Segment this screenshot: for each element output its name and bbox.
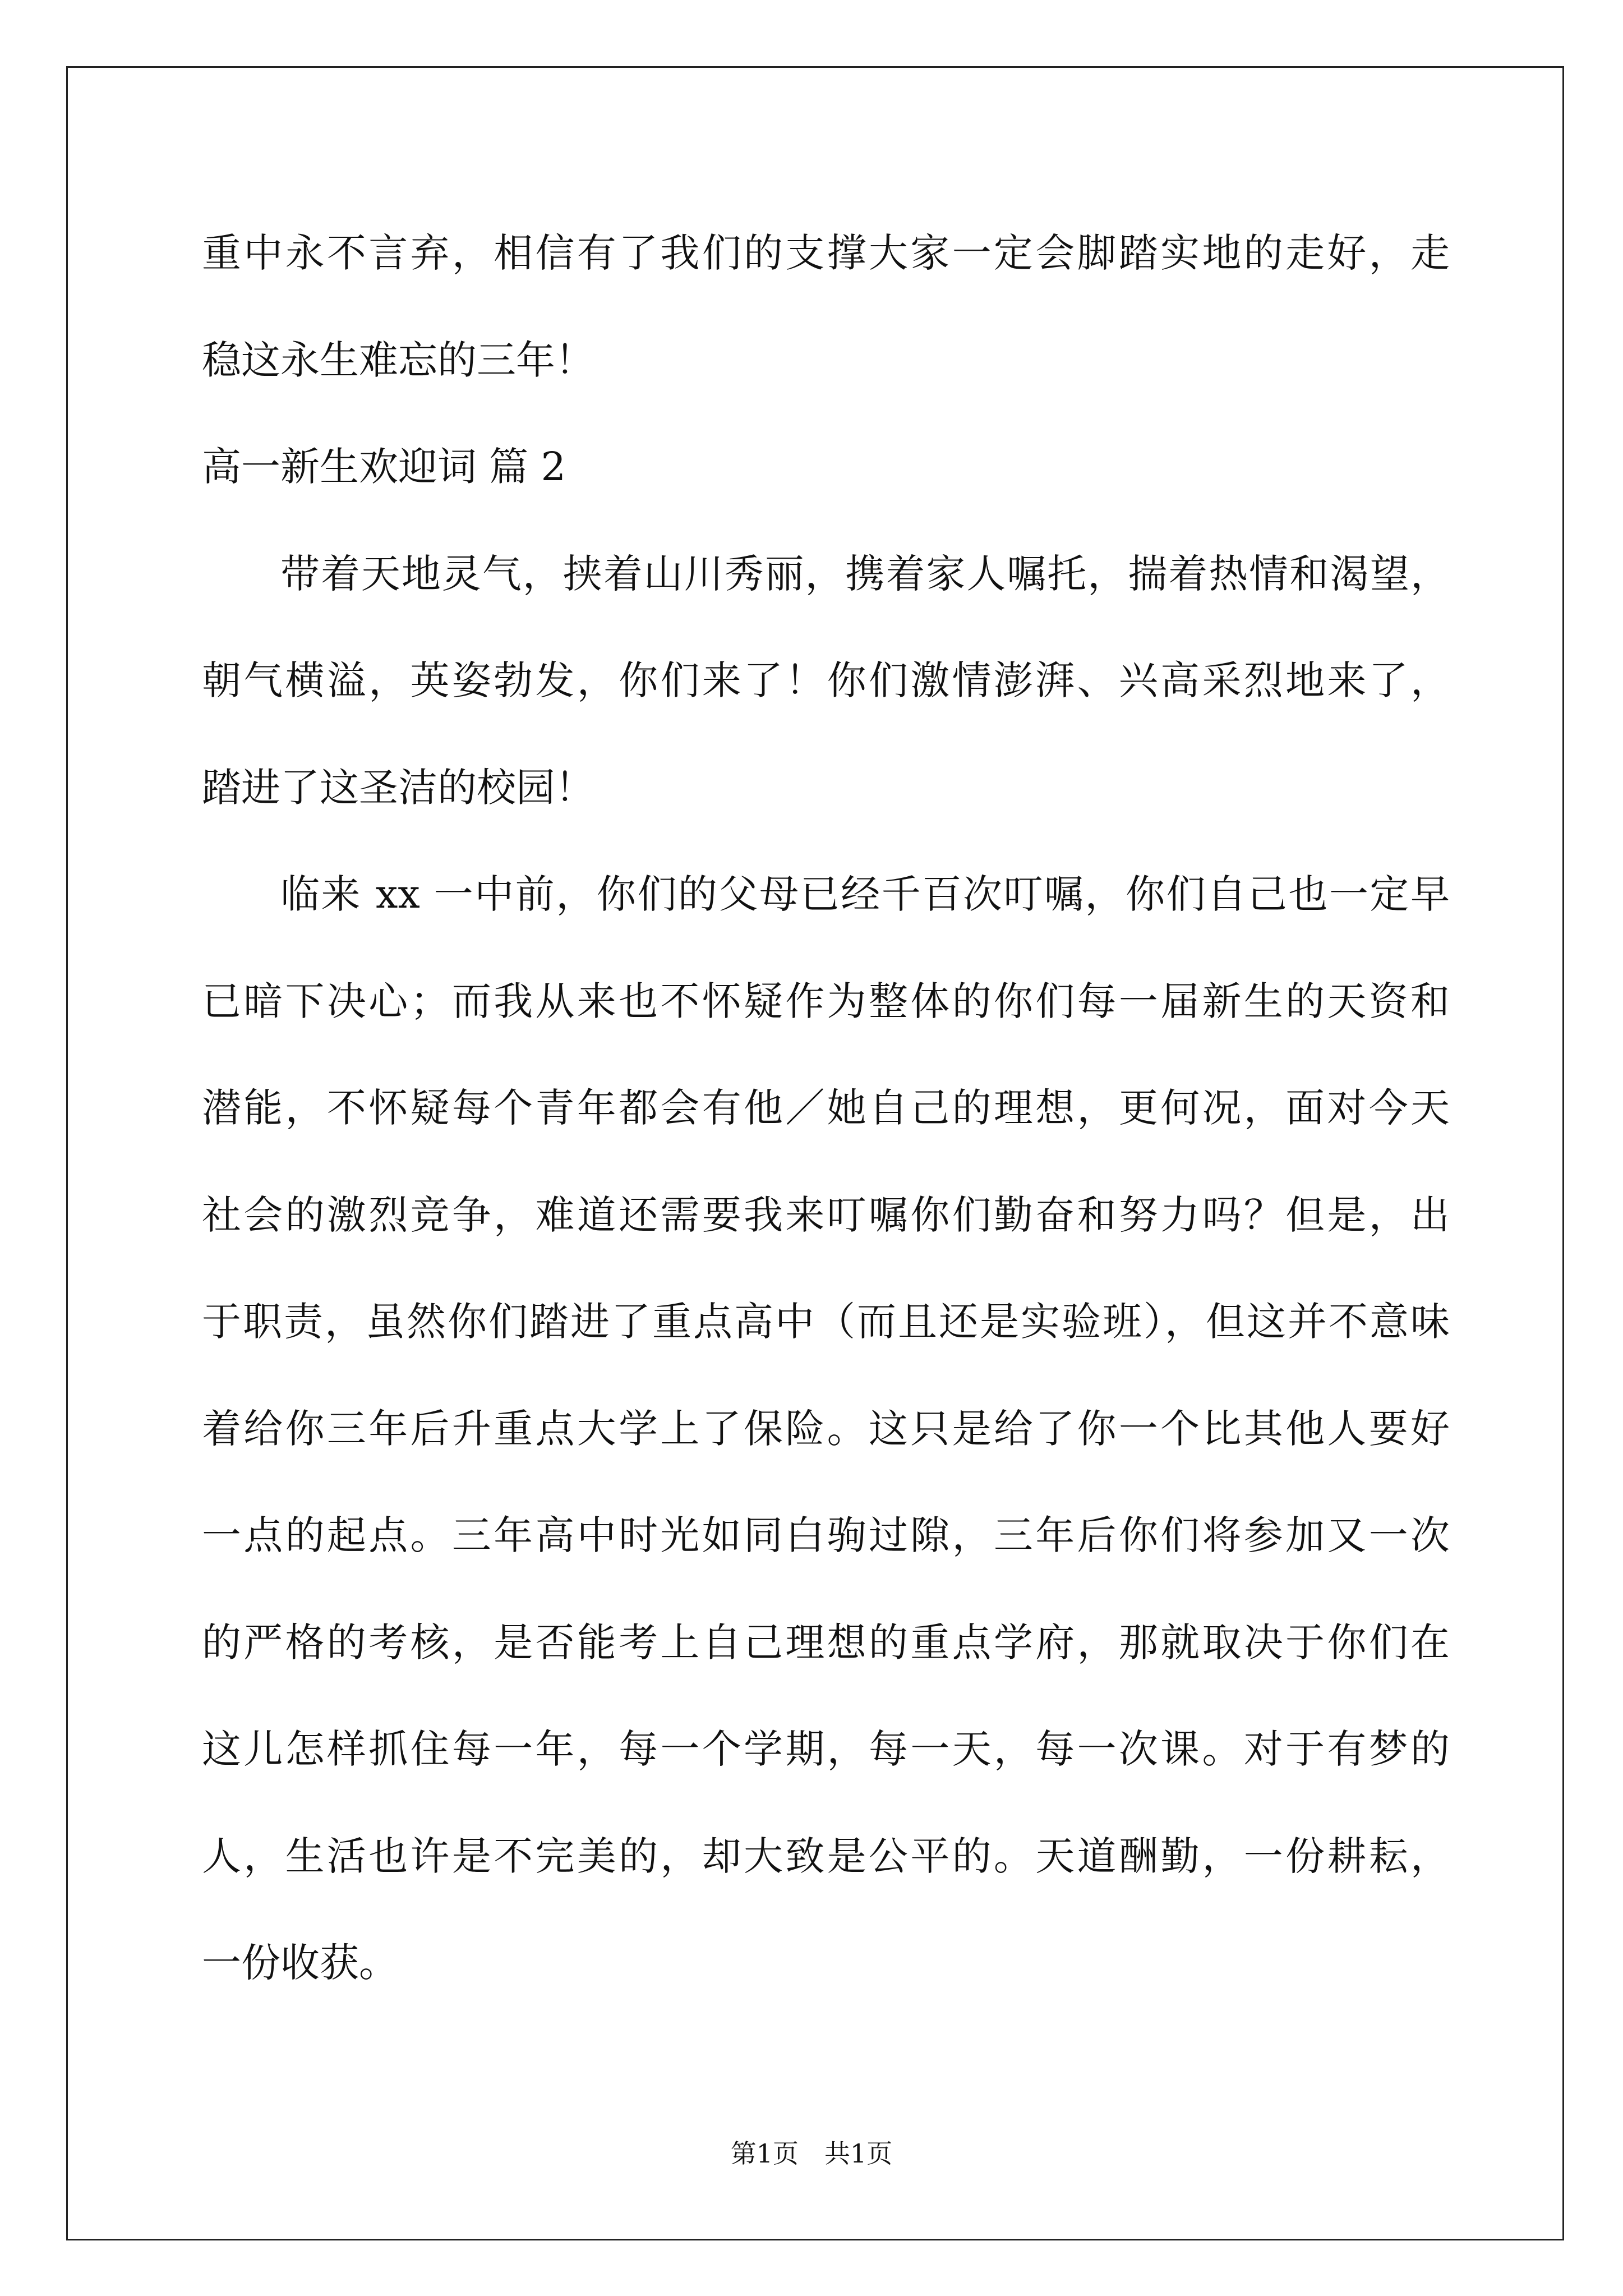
text-line: 着给你三年后升重点大学上了保险。这只是给了你一个比其他人要好 [202, 1405, 1450, 1452]
text-line: 已暗下决心；而我从来也不怀疑作为整体的你们每一届新生的天资和 [202, 978, 1450, 1024]
text-line: 的严格的考核，是否能考上自己理想的重点学府，那就取决于你们在 [202, 1619, 1450, 1665]
text-line: 临来 xx 一中前，你们的父母已经千百次叮嘱，你们自己也一定早 [280, 871, 1450, 917]
paragraph [202, 521, 1450, 841]
text-line: 重中永不言弃，相信有了我们的支撑大家一定会脚踏实地的走好，走 [202, 230, 1450, 276]
text-line: 于职责，虽然你们踏进了重点高中（而且还是实验班），但这并不意味 [202, 1299, 1450, 1345]
text-line: 朝气横溢，英姿勃发，你们来了！你们激情澎湃、兴高采烈地来了， [202, 657, 1450, 703]
text-line: 一份收获。 [202, 1940, 398, 1986]
text-line: 人，生活也许是不完美的，却大致是公平的。天道酬勤，一份耕耘， [202, 1833, 1450, 1879]
text-line: 踏进了这圣洁的校园！ [202, 764, 594, 811]
text-line: 这儿怎样抓住每一年，每一个学期，每一天，每一次课。对于有梦的 [202, 1726, 1450, 1772]
section-heading: 高一新生欢迎词 篇 2 [202, 444, 566, 490]
document-body [202, 200, 1450, 2017]
text-line: 社会的激烈竞争，难道还需要我来叮嘱你们勤奋和努力吗？但是，出 [202, 1191, 1450, 1238]
text-line: 稳这永生难忘的三年！ [202, 337, 594, 383]
text-line: 带着天地灵气，挟着山川秀丽，携着家人嘱托，揣着热情和渴望， [280, 550, 1450, 597]
paragraph [202, 841, 1450, 2017]
page-footer: 第1页 共1页 [730, 2138, 893, 2169]
text-line: 一点的起点。三年高中时光如同白驹过隙，三年后你们将参加又一次 [202, 1512, 1450, 1558]
continued-paragraph [202, 200, 1450, 413]
text-line: 潜能，不怀疑每个青年都会有他／她自己的理想，更何况，面对今天 [202, 1085, 1450, 1131]
